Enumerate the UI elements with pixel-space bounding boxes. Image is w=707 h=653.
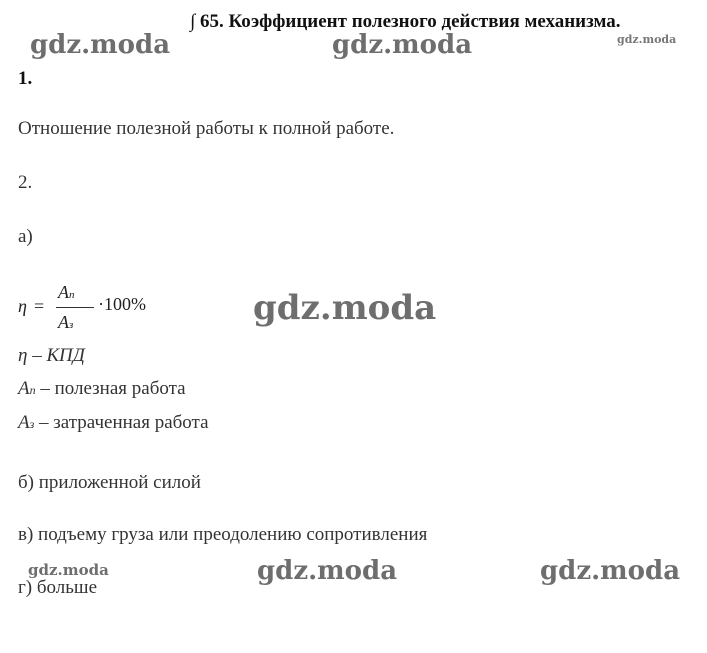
watermark: gdz.moda: [332, 30, 473, 60]
question-1-answer: Отношение полезной работы к полной работе.: [18, 118, 395, 139]
watermark: gdz.moda: [30, 30, 171, 60]
formula-denominator: Aз: [58, 312, 74, 332]
watermark: gdz.moda: [253, 288, 437, 328]
formula-equals: =: [34, 296, 45, 316]
watermark: gdz.moda: [540, 556, 681, 586]
watermark: gdz.moda: [617, 33, 677, 46]
fraction-line: [56, 307, 94, 308]
formula-multiplier: ·100%: [98, 294, 146, 314]
answer-b: б) приложенной силой: [18, 472, 201, 493]
question-2-number: 2.: [18, 172, 33, 193]
watermark: gdz.moda: [28, 561, 109, 579]
definition-spent-work: Aз – затраченная работа: [18, 412, 209, 433]
definition-useful-work: Aп – полезная работа: [18, 378, 186, 399]
definition-eta: η – КПД: [18, 345, 85, 366]
page-title: ∫ 65. Коэффициент полезного действия механизма.: [190, 11, 621, 32]
formula-eta: η: [18, 296, 27, 316]
answer-v: в) подъему груза или преодолению сопротивления: [18, 524, 428, 545]
answer-a-label: а): [18, 226, 33, 247]
question-1-number: 1.: [18, 68, 33, 89]
watermark: gdz.moda: [257, 556, 398, 586]
formula-numerator: Aп: [58, 282, 75, 302]
answer-g: г) больше: [18, 577, 97, 598]
